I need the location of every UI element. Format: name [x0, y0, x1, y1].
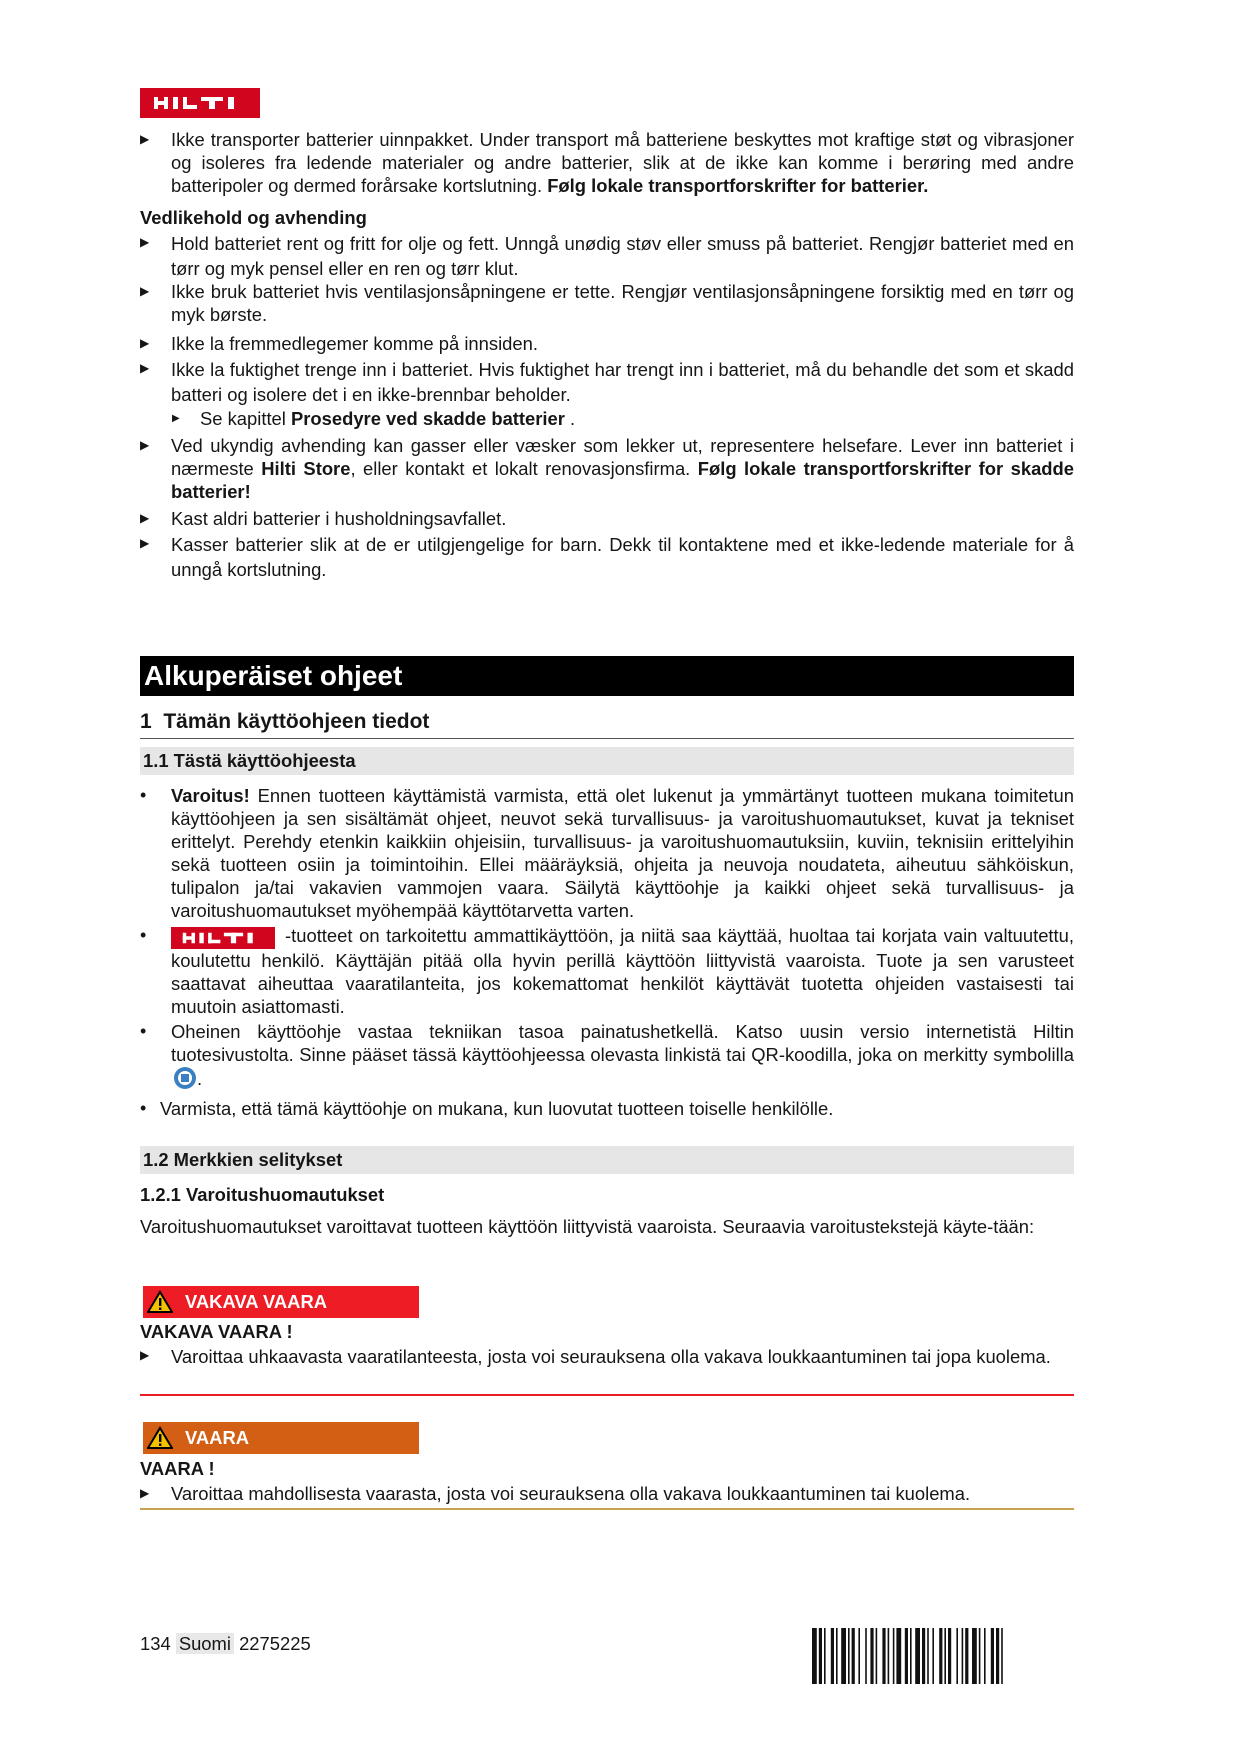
barcode-bar: [915, 1628, 920, 1684]
serious-danger-badge: [143, 1286, 419, 1318]
subitem-prefix: Se kapittel: [200, 408, 291, 429]
barcode-bar: [984, 1628, 986, 1684]
hilti-logo-mark: [180, 931, 266, 945]
transport-bullet: [140, 128, 1074, 198]
barcode-bar: [876, 1628, 878, 1684]
subsection-1-2-1-heading: 1.2.1 Varoitushuomautukset: [140, 1184, 385, 1205]
barcode-bar: [972, 1628, 977, 1684]
maintenance-heading: Vedlikehold og avhending: [140, 207, 367, 228]
bullet-triangle-icon: ▶: [140, 1486, 150, 1500]
bullet-triangle-icon: ▶: [140, 336, 150, 350]
chapter-title: Alkuperäiset ohjeet: [140, 656, 1074, 696]
page-number: 134: [140, 1633, 171, 1654]
barcode-bar: [905, 1628, 908, 1684]
danger-title: VAARA !: [140, 1458, 215, 1479]
section-title: Tämän käyttöohjeen tiedot: [163, 710, 430, 733]
subsection-1-1-heading: 1.1 Tästä käyttöohjeesta: [140, 747, 1074, 775]
serious-danger-badge-label: VAKAVA VAARA: [185, 1291, 328, 1312]
danger-text: Varoittaa mahdollisesta vaarasta, josta voi seurauksena olla vakava loukkaantuminen tai kuolema.: [171, 1483, 971, 1504]
info-item-text: Varmista, että tämä käyttöohje on mukana, kun luovutat tuotteen toiselle henkilölle.: [160, 1098, 834, 1119]
barcode-bar: [965, 1628, 968, 1684]
footer-language: Suomi: [176, 1633, 234, 1654]
section-number: 1: [140, 710, 152, 733]
bullet-triangle-icon: ▶: [140, 235, 150, 249]
barcode-bar: [979, 1628, 981, 1684]
warning-triangle-icon: [147, 1290, 173, 1314]
section-1-heading: [140, 708, 1074, 739]
hilti-logo: [140, 88, 260, 118]
serious-danger-title: VAKAVA VAARA !: [140, 1321, 293, 1342]
serious-danger-rule: [140, 1394, 1074, 1396]
barcode-bar: [870, 1628, 873, 1684]
barcode-bar: [836, 1628, 838, 1684]
bullet-triangle-icon: ▶: [140, 511, 150, 525]
maintenance-item-text: Ikke la fremmedlegemer komme på innsiden.: [171, 333, 538, 354]
bullet-dot: •: [140, 1098, 147, 1118]
hilti-store-text: Hilti Store: [261, 458, 351, 479]
barcode-bar: [932, 1628, 934, 1684]
hilti-logo-mark: [152, 95, 248, 111]
subitem-suffix: .: [564, 408, 576, 429]
barcode-bar: [858, 1628, 860, 1684]
transport-text: Ikke transporter batterier uinnpakket. Under transport må batteriene beskyttes mot kraftige støt og vibrasjoner og isoleres fra ledende materialer og andre batterier, slik at de ikke kan komme i berøring med andre batteripoler og dermed forårsake kortslutning.: [171, 129, 1074, 196]
barcode-bar: [1001, 1628, 1003, 1684]
barcode-bar: [996, 1628, 999, 1684]
bullet-dot: •: [140, 1021, 147, 1041]
bullet-triangle-icon: ▶: [140, 536, 150, 550]
barcode-bar: [962, 1628, 964, 1684]
document-number: 2275225: [239, 1633, 311, 1654]
barcode-bar: [882, 1628, 885, 1684]
info-item-text: Ennen tuotteen käyttämistä varmista, että olet lukenut ja ymmärtänyt tuotteen mukana toimitetun käyttöohjeen ja sen sisältämät ohjeet, neuvot sekä turvallisuus- ja varoitushuomautukset, kuvat ja tekniset erittelyt. Perehdy etenkin kaikkiin ohjeisiin, turvallisuus- ja varoitushuomautuksiin, kuviin, teknisiin erittelyihin sekä tuotteen osiin ja toimintoihin. Ellei määräyksiä, ohjeita ja neuvoja noudateta, aiheutuu sähköiskun, tulipalon ja/tai vakavien vammojen vaara. Säilytä käyttöohje ja kaikki ohjeet sekä turvallisuus- ja varoitushuomautukset myöhempää käyttötarvetta varten.: [171, 785, 1074, 921]
danger-badge-label: VAARA: [185, 1427, 250, 1448]
info-item-end: .: [197, 1068, 203, 1089]
barcode-bar: [910, 1628, 912, 1684]
barcode-bar: [922, 1628, 925, 1684]
maintenance-item-text: Kasser batterier slik at de er utilgjengelige for barn. Dekk til kontaktene med et ikke-ledende materiale for å unngå kortslutning.: [171, 534, 1074, 580]
hilti-inline-logo: [171, 927, 275, 949]
qr-link-icon[interactable]: [173, 1066, 197, 1090]
danger-badge: [143, 1422, 419, 1454]
info-item-text: -tuotteet on tarkoitettu ammattikäyttöön, ja niitä saa käyttää, huoltaa tai korjata vain valtuutettu, koulutettu henkilö. Käyttäjän pitää olla hyvin perillä käyttöön liittyvistä vaaroista. Tuote ja sen varusteet saattavat aiheuttaa vaaratilanteita, jos kokemattomat henkilöt käyttävät tuotetta ohjeiden vastaisesti tai muutoin asiattomasti.: [171, 925, 1074, 1017]
barcode-bar: [812, 1628, 817, 1684]
bullet-dot: •: [140, 785, 147, 805]
maintenance-item-text: Ikke bruk batteriet hvis ventilasjonsåpningene er tette. Rengjør ventilasjonsåpningene forsiktig med en tørr og myk børste.: [171, 281, 1074, 325]
maintenance-item-text: Ikke la fuktighet trenge inn i batteriet. Hvis fuktighet har trengt inn i batteriet, må du behandle det som et skadd batteri og isolere det i en ikke-brennbar beholder.: [171, 359, 1074, 405]
disposal-text: Ved ukyndig avhending kan gasser eller væsker som lekker ut, representere helsefare. Lever inn batteriet i nærmeste: [171, 435, 1074, 479]
bullet-dot: •: [140, 925, 147, 945]
disposal-bold-text: Følg lokale transportforskrifter for skadde batterier!: [171, 458, 1074, 502]
barcode-bar: [927, 1628, 929, 1684]
barcode-bar: [896, 1628, 901, 1684]
bullet-triangle-icon: ▶: [140, 284, 150, 298]
serious-danger-text: Varoittaa uhkaavasta vaaratilanteesta, josta voi seurauksena olla vakava loukkaantuminen tai jopa kuolema.: [171, 1346, 1051, 1367]
bullet-triangle-icon: ▶: [172, 413, 180, 424]
bullet-triangle-icon: ▶: [140, 132, 150, 146]
barcode-bar: [944, 1628, 946, 1684]
maintenance-item-text: Kast aldri batterier i husholdningsavfallet.: [171, 508, 507, 529]
page-footer: [140, 1632, 311, 1656]
barcode: [812, 1628, 1062, 1684]
maintenance-item-text: Hold batteriet rent og fritt for olje og fett. Unngå unødig støv eller smuss på batteriet. Rengjør batteriet med en tørr og myk pensel eller en ren og tørr klut.: [171, 233, 1074, 279]
barcode-bar: [939, 1628, 942, 1684]
barcode-bar: [819, 1628, 822, 1684]
danger-rule: [140, 1508, 1074, 1510]
warning-triangle-icon: [147, 1426, 173, 1450]
bullet-triangle-icon: ▶: [140, 361, 150, 375]
barcode-bar: [888, 1628, 890, 1684]
barcode-bar: [948, 1628, 951, 1684]
barcode-bar: [852, 1628, 855, 1684]
barcode-bar: [848, 1628, 850, 1684]
bullet-triangle-icon: ▶: [140, 1348, 150, 1362]
barcode-bar: [956, 1628, 958, 1684]
barcode-bar: [893, 1628, 895, 1684]
disposal-mid-text: , eller kontakt et lokalt renovasjonsfirma.: [350, 458, 698, 479]
warning-word: Varoitus!: [171, 785, 250, 806]
barcode-bar: [841, 1628, 846, 1684]
barcode-bar: [824, 1628, 826, 1684]
barcode-bar: [991, 1628, 994, 1684]
barcode-bar: [831, 1628, 834, 1684]
transport-bold: Følg lokale transportforskrifter for batterier.: [547, 175, 929, 196]
barcode-bar: [865, 1628, 867, 1684]
info-item-text: Oheinen käyttöohje vastaa tekniikan tasoa painatushetkellä. Katso uusin versio internetistä Hiltin tuotesivustolta. Sinne pääset tässä käyttöohjeessa olevasta linkistä tai QR-koodilla, joka on merkitty symbolilla: [171, 1021, 1074, 1065]
warnings-intro: Varoitushuomautukset varoittavat tuotteen käyttöön liittyvistä vaaroista. Seuraavia varoitustekstejä käyte-tään:: [140, 1216, 1035, 1237]
subsection-1-2-heading: 1.2 Merkkien selitykset: [140, 1146, 1074, 1174]
subitem-bold: Prosedyre ved skadde batterier: [290, 408, 565, 429]
bullet-triangle-icon: ▶: [140, 438, 150, 452]
